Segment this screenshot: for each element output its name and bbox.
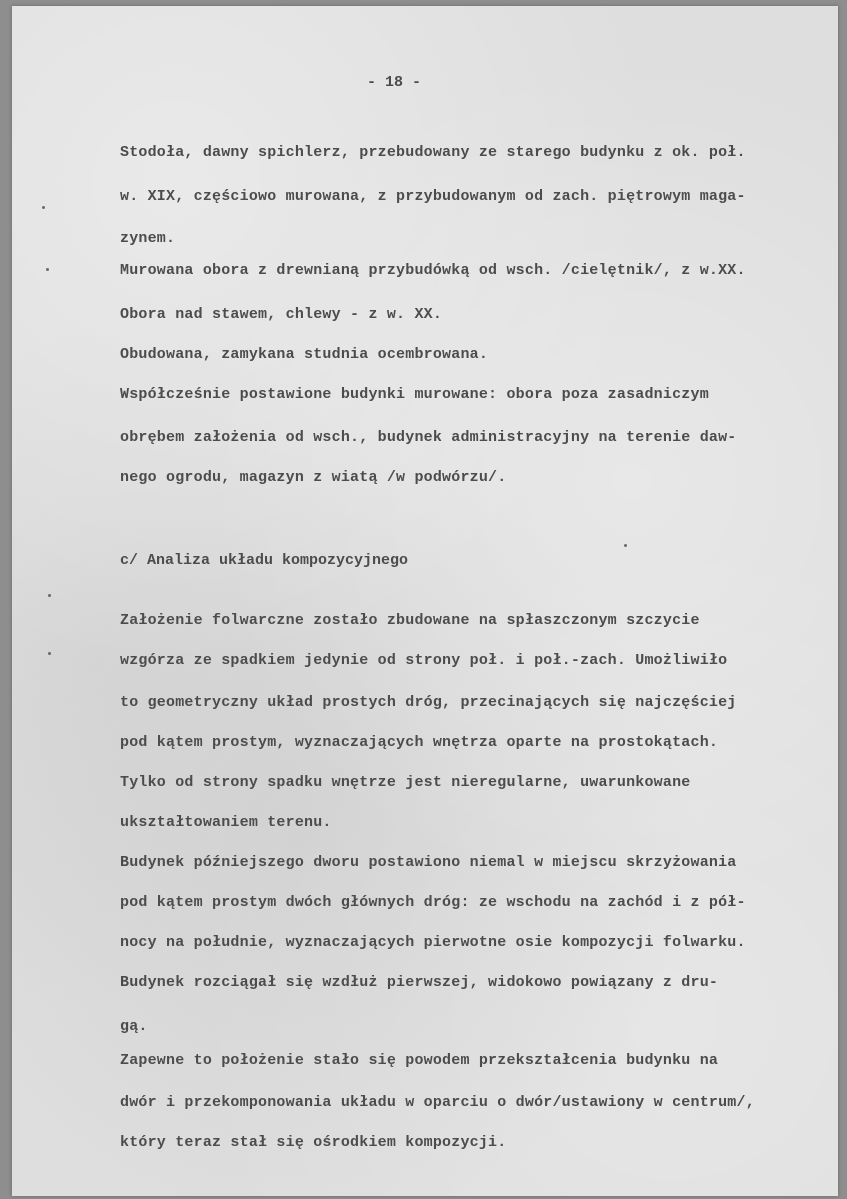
text-line: gą. (120, 1018, 148, 1035)
text-line: w. XIX, częściowo murowana, z przybudowanym od zach. piętrowym maga- (120, 188, 746, 205)
text-line: Budynek późniejszego dworu postawiono niemal w miejscu skrzyżowania (120, 854, 737, 871)
text-line: ukształtowaniem terenu. (120, 814, 332, 831)
text-line: który teraz stał się ośrodkiem kompozycji. (120, 1134, 507, 1151)
section-heading: c/ Analiza układu kompozycyjnego (120, 552, 409, 569)
text-line: to geometryczny układ prostych dróg, przecinających się najczęściej (120, 694, 737, 711)
text-line: dwór i przekomponowania układu w oparciu o dwór/ustawiony w centrum/, (120, 1094, 755, 1111)
text-line: pod kątem prostym dwóch głównych dróg: ze wschodu na zachód i z pół- (120, 894, 746, 911)
text-line: Murowana obora z drewnianą przybudówką od wsch. /cielętnik/, z w.XX. (120, 262, 746, 279)
text-line: Założenie folwarczne zostało zbudowane na spłaszczonym szczycie (120, 612, 700, 629)
text-line: nocy na południe, wyznaczających pierwotne osie kompozycji folwarku. (120, 934, 746, 951)
paper-speck (48, 652, 51, 655)
text-line: pod kątem prostym, wyznaczających wnętrza oparte na prostokątach. (120, 734, 719, 751)
text-line: Współcześnie postawione budynki murowane: obora poza zasadniczym (120, 386, 709, 403)
text-line: zynem. (120, 230, 176, 247)
paper-speck (624, 544, 627, 547)
text-line: Obudowana, zamykana studnia ocembrowana. (120, 346, 489, 363)
text-line: nego ogrodu, magazyn z wiatą /w podwórzu/. (120, 469, 507, 486)
text-line: Budynek rozciągał się wzdłuż pierwszej, widokowo powiązany z dru- (120, 974, 719, 991)
paper-speck (46, 268, 49, 271)
text-line: Stodoła, dawny spichlerz, przebudowany ze starego budynku z ok. poł. (120, 144, 746, 161)
text-line: wzgórza ze spadkiem jedynie od strony poł. i poł.-zach. Umożliwiło (120, 652, 728, 669)
page-number: - 18 - (367, 74, 422, 91)
paper-speck (42, 206, 45, 209)
typewritten-page (12, 6, 838, 1196)
text-line: obrębem założenia od wsch., budynek administracyjny na terenie daw- (120, 429, 737, 446)
paper-speck (48, 594, 51, 597)
text-line: Zapewne to położenie stało się powodem przekształcenia budynku na (120, 1052, 719, 1069)
text-line: Tylko od strony spadku wnętrze jest nieregularne, uwarunkowane (120, 774, 691, 791)
text-line: Obora nad stawem, chlewy - z w. XX. (120, 306, 443, 323)
